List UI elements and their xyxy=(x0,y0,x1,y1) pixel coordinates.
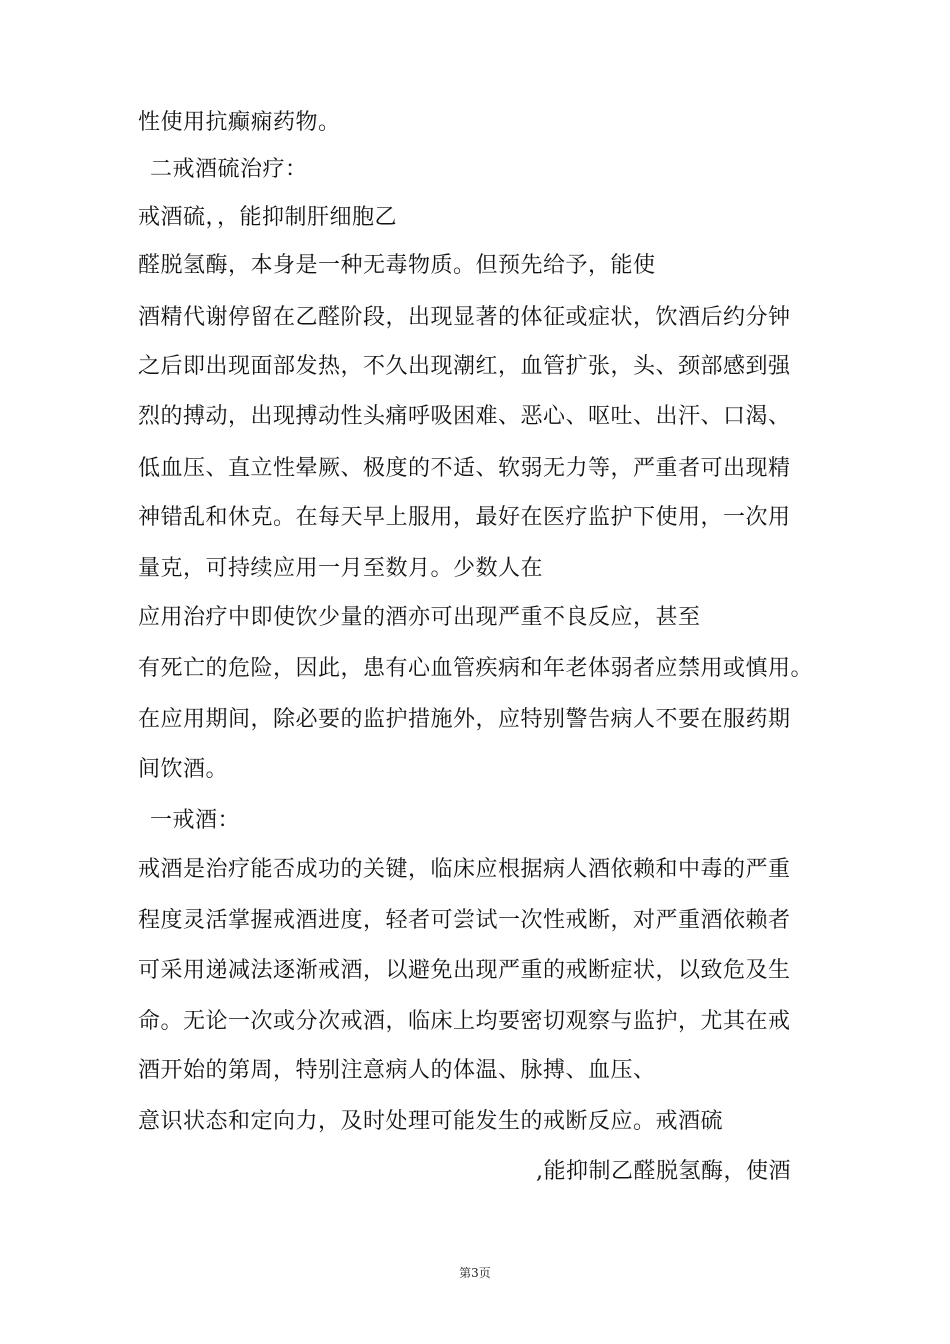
paragraph-line: 戒酒硫，，能抑制肝细胞乙 xyxy=(138,205,398,230)
paragraph-line: 应用治疗中即使饮少量的酒亦可出现严重不良反应，甚至 xyxy=(138,605,701,630)
paragraph-line: 量克，可持续应用一月至数月。少数人在 xyxy=(138,556,544,581)
paragraph-line: 戒酒是治疗能否成功的关键，临床应根据病人酒依赖和中毒的严重 xyxy=(138,857,791,882)
paragraph-line: 可采用递减法逐渐戒酒，以避免出现严重的戒断症状，以致危及生 xyxy=(138,958,791,983)
paragraph-line: ,能抑制乙醛脱氢酶，使酒 xyxy=(536,1159,791,1184)
paragraph-line: 意识状态和定向力，及时处理可能发生的戒断反应。戒酒硫 xyxy=(138,1109,724,1134)
paragraph-line: 程度灵活掌握戒酒进度，轻者可尝试一次性戒断，对严重酒依赖者 xyxy=(138,908,791,933)
paragraph-line: 低血压、直立性晕厥、极度的不适、软弱无力等，严重者可出现精 xyxy=(138,456,791,481)
paragraph-line: 有死亡的危险，因此，患有心血管疾病和年老体弱者应禁用或慎用。 xyxy=(138,656,814,681)
paragraph-line: 酒精代谢停留在乙醛阶段，出现显著的体征或症状，饮酒后约分钟 xyxy=(138,305,791,330)
paragraph-line: 性使用抗癫痫药物。 xyxy=(138,110,341,135)
page-number: 第3页 xyxy=(459,1266,491,1280)
paragraph-line: 神错乱和休克。在每天早上服用，最好在医疗监护下使用，一次用 xyxy=(138,505,791,530)
paragraph-line: 间饮酒。 xyxy=(138,757,229,782)
paragraph-line: 在应用期间，除必要的监护措施外，应特别警告病人不要在服药期 xyxy=(138,707,791,732)
paragraph-line: 酒开始的第周，特别注意病人的体温、脉搏、血压、 xyxy=(138,1058,656,1083)
paragraph-line: 命。无论一次或分次戒酒，临床上均要密切观察与监护，尤其在戒 xyxy=(138,1009,791,1034)
section-heading: 二戒酒硫治疗： xyxy=(150,157,308,182)
section-heading: 一戒酒： xyxy=(150,808,241,833)
paragraph-line: 烈的搏动，出现搏动性头痛呼吸困难、恶心、呕吐、出汗、口渴、 xyxy=(138,404,791,429)
paragraph-line: 醛脱氢酶，本身是一种无毒物质。但预先给予，能使 xyxy=(138,253,656,278)
paragraph-line: 之后即出现面部发热，不久出现潮红，血管扩张，头、颈部感到强 xyxy=(138,354,791,379)
